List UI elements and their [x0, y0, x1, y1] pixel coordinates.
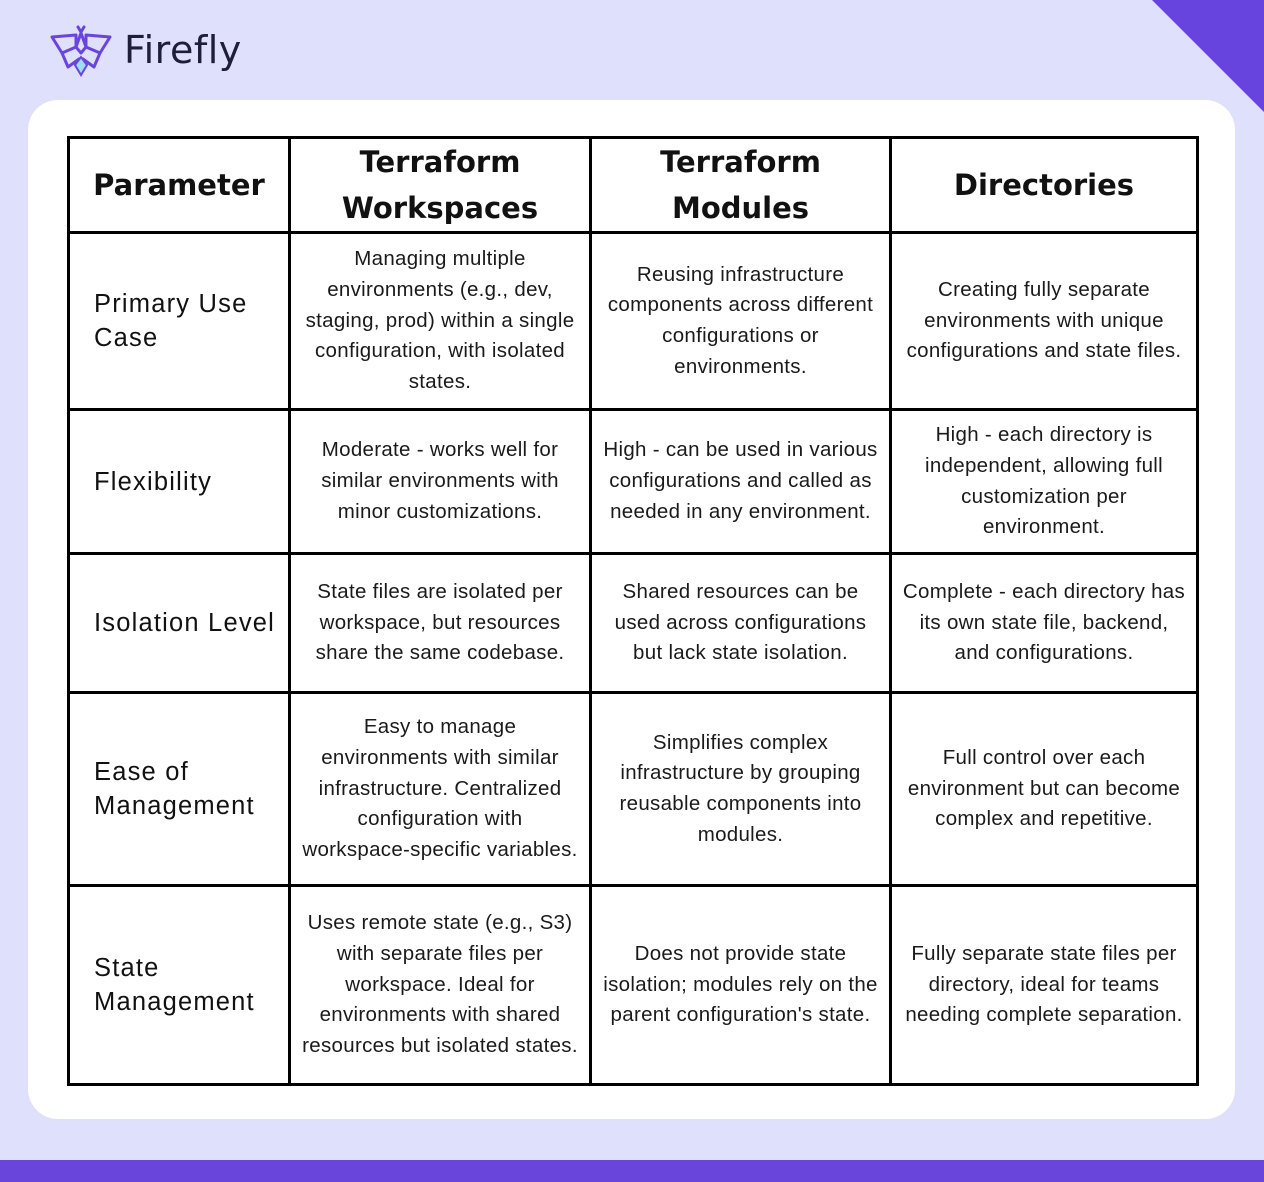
cell-modules: Shared resources can be used across configurations but lack state isolation. — [591, 554, 891, 693]
table-row — [69, 554, 1198, 693]
row-parameter: Primary Use Case — [69, 233, 290, 410]
cell-modules: Does not provide state isolation; modules rely on the parent configuration's state. — [591, 886, 891, 1085]
row-parameter: Isolation Level — [69, 554, 290, 693]
comparison-table — [67, 136, 1199, 1086]
header-directories: Directories — [891, 138, 1198, 233]
header-parameter: Parameter — [69, 138, 290, 233]
cell-directories: High - each directory is independent, allowing full customization per environment. — [891, 410, 1198, 554]
cell-directories: Complete - each directory has its own state file, backend, and configurations. — [891, 554, 1198, 693]
brand-name: Firefly — [124, 28, 242, 72]
firefly-logo — [48, 22, 242, 78]
cell-directories: Creating fully separate environments with unique configurations and state files. — [891, 233, 1198, 410]
cell-workspaces: Managing multiple environments (e.g., dev, staging, prod) within a single configuration, with isolated states. — [290, 233, 591, 410]
cell-workspaces: Moderate - works well for similar environments with minor customizations. — [290, 410, 591, 554]
corner-decoration — [1152, 0, 1264, 112]
header-modules: Terraform Modules — [591, 138, 891, 233]
bottom-accent-bar — [0, 1160, 1264, 1182]
cell-modules: High - can be used in various configurations and called as needed in any environment. — [591, 410, 891, 554]
row-parameter: Ease of Management — [69, 693, 290, 886]
table-row — [69, 410, 1198, 554]
row-parameter: State Management — [69, 886, 290, 1085]
table-row — [69, 233, 1198, 410]
cell-workspaces: Uses remote state (e.g., S3) with separate files per workspace. Ideal for environments with shared resources but isolated states. — [290, 886, 591, 1085]
firefly-icon — [48, 23, 114, 77]
table-row — [69, 693, 1198, 886]
cell-modules: Simplifies complex infrastructure by grouping reusable components into modules. — [591, 693, 891, 886]
header-row — [69, 138, 1198, 233]
cell-directories: Fully separate state files per directory, ideal for teams needing complete separation. — [891, 886, 1198, 1085]
cell-workspaces: State files are isolated per workspace, but resources share the same codebase. — [290, 554, 591, 693]
cell-workspaces: Easy to manage environments with similar infrastructure. Centralized configuration with workspace-specific variables. — [290, 693, 591, 886]
header-workspaces: Terraform Workspaces — [290, 138, 591, 233]
row-parameter: Flexibility — [69, 410, 290, 554]
table-row — [69, 886, 1198, 1085]
cell-modules: Reusing infrastructure components across different configurations or environments. — [591, 233, 891, 410]
cell-directories: Full control over each environment but can become complex and repetitive. — [891, 693, 1198, 886]
